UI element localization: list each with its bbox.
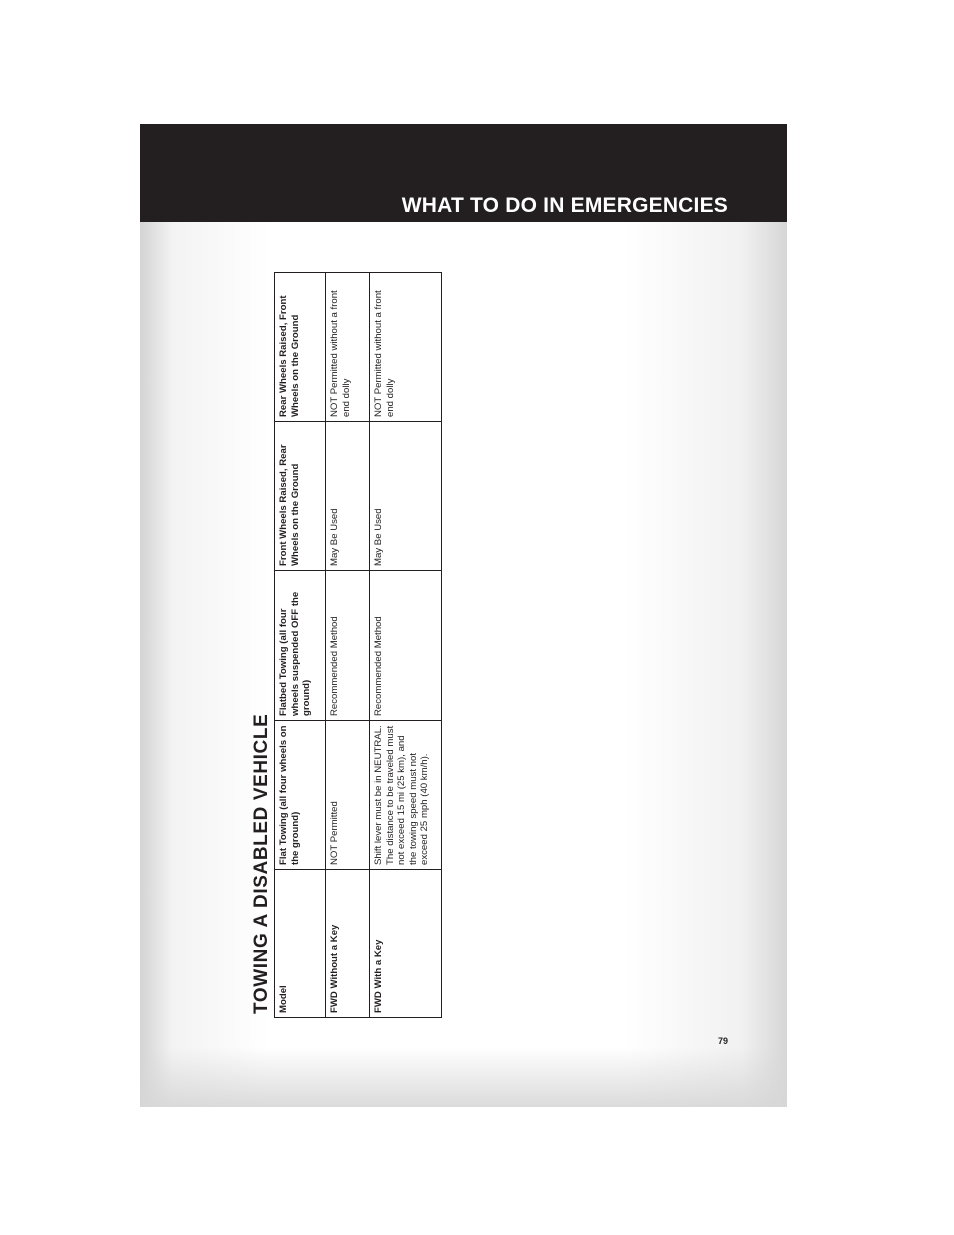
- table-cell: Shift lever must be in NEUTRAL. The distance to be traveled must not exceed 15 mi (25 km), and the towing speed must not exceed 25 mph (40 km/h).: [370, 721, 442, 870]
- table-cell: Recommended Method: [326, 571, 370, 721]
- page-number: 79: [718, 1036, 729, 1046]
- table-cell: May Be Used: [370, 422, 442, 571]
- table-row: [370, 273, 442, 1018]
- chapter-title: WHAT TO DO IN EMERGENCIES: [401, 194, 728, 217]
- table-row: [326, 273, 370, 1018]
- table-cell: May Be Used: [326, 422, 370, 571]
- towing-table: [274, 272, 442, 1018]
- header-front-raised: Front Wheels Raised, Rear Wheels on the Ground: [275, 422, 326, 571]
- header-flat-towing: Flat Towing (all four wheels on the ground): [275, 721, 326, 870]
- table-cell: NOT Permitted: [326, 721, 370, 870]
- table-cell: Recommended Method: [370, 571, 442, 721]
- table-header-row: [275, 273, 326, 1018]
- section-title: TOWING A DISABLED VEHICLE: [251, 713, 272, 1014]
- table-cell: NOT Permitted without a front end dolly: [326, 273, 370, 422]
- header-flatbed-towing: Flatbed Towing (all four wheels suspended OFF the ground): [275, 571, 326, 721]
- chapter-header-bar: [140, 124, 787, 222]
- rotated-content: [248, 270, 442, 1018]
- manual-page: [140, 124, 787, 1107]
- table-cell-model: FWD With a Key: [370, 870, 442, 1018]
- header-model: Model: [275, 870, 326, 1018]
- table-cell: NOT Permitted without a front end dolly: [370, 273, 442, 422]
- table-cell-model: FWD Without a Key: [326, 870, 370, 1018]
- header-rear-raised: Rear Wheels Raised, Front Wheels on the Ground: [275, 273, 326, 422]
